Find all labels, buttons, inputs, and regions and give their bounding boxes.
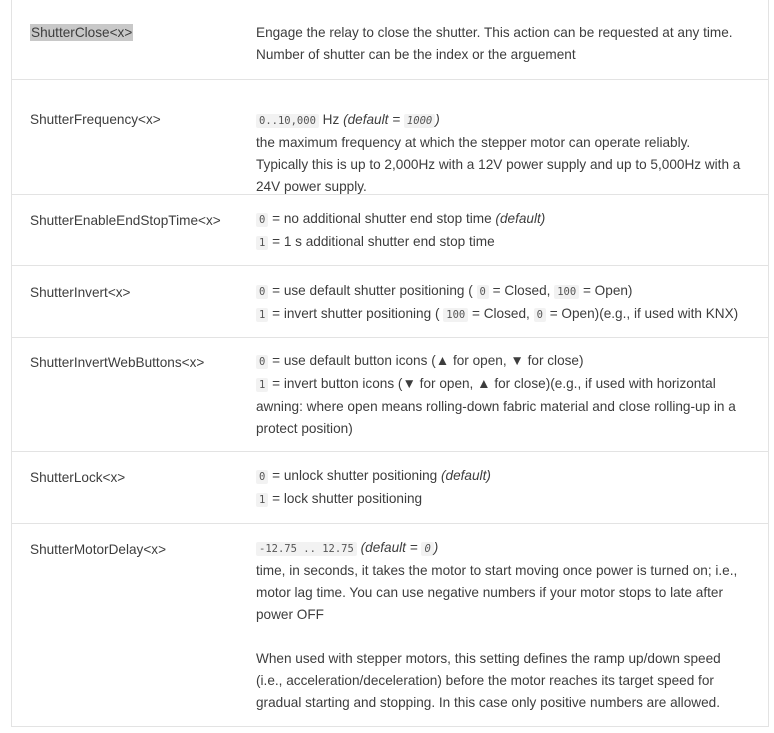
- default-code: 0: [421, 542, 433, 556]
- option-code: 1: [256, 308, 268, 322]
- description-cell: [256, 0, 768, 79]
- default-label: (default =: [356, 540, 422, 555]
- description-line: the maximum frequency at which the stepper motor can operate reliably.: [256, 135, 691, 150]
- option-text: = no additional shutter end stop time: [268, 211, 496, 226]
- command-name: ShutterInvertWebButtons<x>: [30, 355, 205, 370]
- default-marker: (default): [441, 468, 491, 483]
- unit-text: Hz: [318, 112, 344, 127]
- option-code: 0: [534, 308, 546, 322]
- description-line: power OFF: [256, 607, 324, 622]
- default-label: (default =: [343, 112, 404, 127]
- description-line: (i.e., acceleration/deceleration) before the motor reaches its target speed for: [256, 673, 714, 688]
- command-name: ShutterLock<x>: [30, 470, 126, 485]
- description-line: gradual starting and stopping. In this case only positive numbers are allowed.: [256, 695, 720, 710]
- default-marker: (default): [495, 211, 546, 226]
- description-line: Typically this is up to 2,000Hz with a 12V power supply and up to 5,000Hz with a: [256, 157, 741, 172]
- description-cell: [256, 266, 768, 337]
- description-cell: [256, 338, 768, 451]
- description-line: When used with stepper motors, this setting defines the ramp up/down speed: [256, 651, 721, 666]
- option-text: = 1 s additional shutter end stop time: [268, 234, 495, 249]
- option-line: [256, 488, 754, 511]
- table-row: [12, 451, 768, 523]
- option-line: [256, 350, 754, 373]
- option-code: 1: [256, 236, 268, 250]
- option-line: [256, 303, 754, 326]
- command-name: ShutterInvert<x>: [30, 285, 131, 300]
- table-row: [12, 79, 768, 194]
- command-name: ShutterClose<x>: [31, 25, 133, 40]
- description-cell: [256, 195, 768, 265]
- description-line: Number of shutter can be the index or the arguement: [256, 47, 576, 62]
- table-row: [12, 194, 768, 265]
- option-text: = use default shutter positioning (: [268, 283, 477, 298]
- option-text: = Open)(e.g., if used with KNX): [545, 306, 739, 321]
- command-name: ShutterFrequency<x>: [30, 112, 161, 127]
- command-name-cell: [12, 80, 256, 194]
- command-name-cell: [12, 338, 256, 451]
- option-line: [256, 231, 754, 254]
- option-text: = Closed,: [468, 306, 534, 321]
- option-code: 1: [256, 493, 268, 507]
- default-close: ): [433, 540, 439, 555]
- option-line: [256, 280, 754, 303]
- description-line: motor lag time. You can use negative numbers if your motor stops to late after: [256, 585, 723, 600]
- option-code: 0: [256, 213, 268, 227]
- command-name: ShutterMotorDelay<x>: [30, 542, 167, 557]
- command-name-cell: [12, 524, 256, 726]
- table-row: [12, 0, 768, 79]
- table-row: [12, 523, 768, 727]
- option-text: = Closed,: [488, 283, 555, 298]
- description-line: awning: where open means rolling-down fabric material and close rolling-up in a: [256, 399, 736, 414]
- option-code: 1: [256, 378, 268, 392]
- default-code: 1000: [404, 114, 435, 128]
- table-row: [12, 337, 768, 451]
- option-text: = unlock shutter positioning: [268, 468, 441, 483]
- option-code: 100: [554, 285, 579, 299]
- command-name-cell: [12, 452, 256, 523]
- description-line: protect position): [256, 421, 353, 436]
- option-line: [256, 373, 754, 396]
- command-name: ShutterEnableEndStopTime<x>: [30, 213, 221, 228]
- option-text: = invert button icons (▼ for open, ▲ for close)(e.g., if used with horizontal: [268, 376, 716, 391]
- option-code: 0: [256, 355, 268, 369]
- option-code: 0: [256, 285, 268, 299]
- option-code: 0: [477, 285, 489, 299]
- value-range-line: [256, 109, 754, 132]
- option-code: 100: [443, 308, 468, 322]
- commands-table: [11, 0, 769, 727]
- description-cell: [256, 524, 768, 726]
- default-close: ): [435, 112, 440, 127]
- description-cell: [256, 80, 768, 194]
- command-name-cell: [12, 0, 256, 79]
- description-line: 24V power supply.: [256, 179, 367, 194]
- option-line: [256, 208, 754, 231]
- default-text: [343, 112, 440, 127]
- description-line: time, in seconds, it takes the motor to start moving once power is turned on; i.e.,: [256, 563, 738, 578]
- default-text: [357, 540, 438, 555]
- option-text: = lock shutter positioning: [268, 491, 423, 506]
- value-range-line: [256, 537, 754, 560]
- option-text: = invert shutter positioning (: [268, 306, 444, 321]
- command-name-cell: [12, 195, 256, 265]
- range-code: -12.75 .. 12.75: [256, 542, 357, 556]
- option-text: = Open): [579, 283, 633, 298]
- description-line: Engage the relay to close the shutter. This action can be requested at any time.: [256, 25, 733, 40]
- description-cell: [256, 452, 768, 523]
- table-row: [12, 265, 768, 337]
- option-code: 0: [256, 470, 268, 484]
- option-text: = use default button icons (▲ for open, ▼ for close): [268, 353, 584, 368]
- range-code: 0..10,000: [256, 114, 319, 128]
- option-line: [256, 465, 754, 488]
- command-name-cell: [12, 266, 256, 337]
